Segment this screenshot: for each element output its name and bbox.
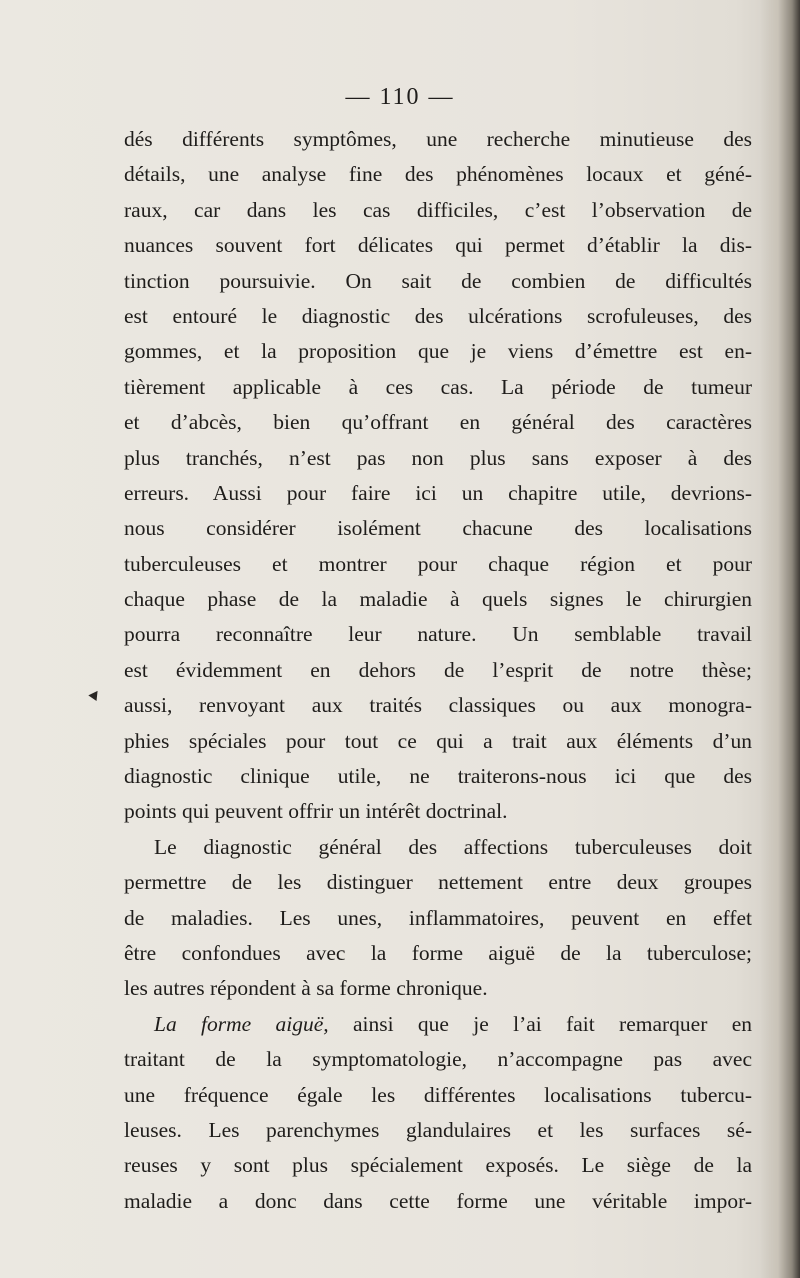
- text-line: nuances souvent fort délicates qui permet d’établir la dis-: [124, 233, 752, 258]
- body-text: [124, 122, 752, 1219]
- text-line: raux, car dans les cas difficiles, c’est l’observation de: [124, 197, 752, 222]
- text-line: est évidemment en dehors de l’esprit de notre thèse;: [124, 657, 752, 682]
- text-line: est entouré le diagnostic des ulcérations scrofuleuses, des: [124, 303, 752, 328]
- text-line: maladie a donc dans cette forme une véritable impor-: [124, 1188, 752, 1213]
- text-line: phies spéciales pour tout ce qui a trait aux éléments d’un: [124, 728, 752, 753]
- text-line: aussi, renvoyant aux traités classiques ou aux monogra-: [124, 693, 752, 718]
- italic-lead: La forme aiguë,: [154, 1011, 329, 1036]
- text-line-paragraph-start: [124, 1007, 752, 1042]
- text-line: une fréquence égale les différentes localisations tubercu-: [124, 1082, 752, 1107]
- text-line: traitant de la symptomatologie, n’accompagne pas avec: [124, 1047, 752, 1072]
- page-gutter-shadow: [760, 0, 800, 1278]
- text-line: leuses. Les parenchymes glandulaires et les surfaces sé-: [124, 1117, 752, 1142]
- text-line: chaque phase de la maladie à quels signes le chirurgien: [124, 587, 752, 612]
- page-number: — 110 —: [345, 84, 455, 110]
- text-line: de maladies. Les unes, inflammatoires, peuvent en effet: [124, 905, 752, 930]
- ink-speck: [88, 688, 101, 701]
- text-line: tinction poursuivie. On sait de combien de difficultés: [124, 268, 752, 293]
- text-line: être confondues avec la forme aiguë de la tuberculose;: [124, 940, 752, 965]
- text-line: tièrement applicable à ces cas. La période de tumeur: [124, 374, 752, 399]
- text-line-paragraph-end: points qui peuvent offrir un intérêt doctrinal.: [124, 799, 508, 824]
- text-line: détails, une analyse fine des phénomènes locaux et géné-: [124, 162, 752, 187]
- text-line: erreurs. Aussi pour faire ici un chapitre utile, devrions-: [124, 480, 752, 505]
- text-line-paragraph-end: les autres répondent à sa forme chronique.: [124, 976, 488, 1001]
- text-line: diagnostic clinique utile, ne traiterons-nous ici que des: [124, 764, 752, 789]
- text-line: tuberculeuses et montrer pour chaque région et pour: [124, 551, 752, 576]
- text-line: nous considérer isolément chacune des localisations: [124, 516, 752, 541]
- text-line-paragraph-start: Le diagnostic général des affections tuberculeuses doit: [154, 834, 752, 859]
- text-line-rest: ainsi que je l’ai fait remarquer en: [352, 1011, 752, 1036]
- text-line: et d’abcès, bien qu’offrant en général des caractères: [124, 410, 752, 435]
- text-line: permettre de les distinguer nettement entre deux groupes: [124, 870, 752, 895]
- text-line: pourra reconnaître leur nature. Un semblable travail: [124, 622, 752, 647]
- text-line: plus tranchés, n’est pas non plus sans exposer à des: [124, 445, 752, 470]
- text-line: gommes, et la proposition que je viens d’émettre est en-: [124, 339, 752, 364]
- text-line: dés différents symptômes, une recherche minutieuse des: [124, 127, 752, 151]
- text-line: reuses y sont plus spécialement exposés. Le siège de la: [124, 1153, 752, 1178]
